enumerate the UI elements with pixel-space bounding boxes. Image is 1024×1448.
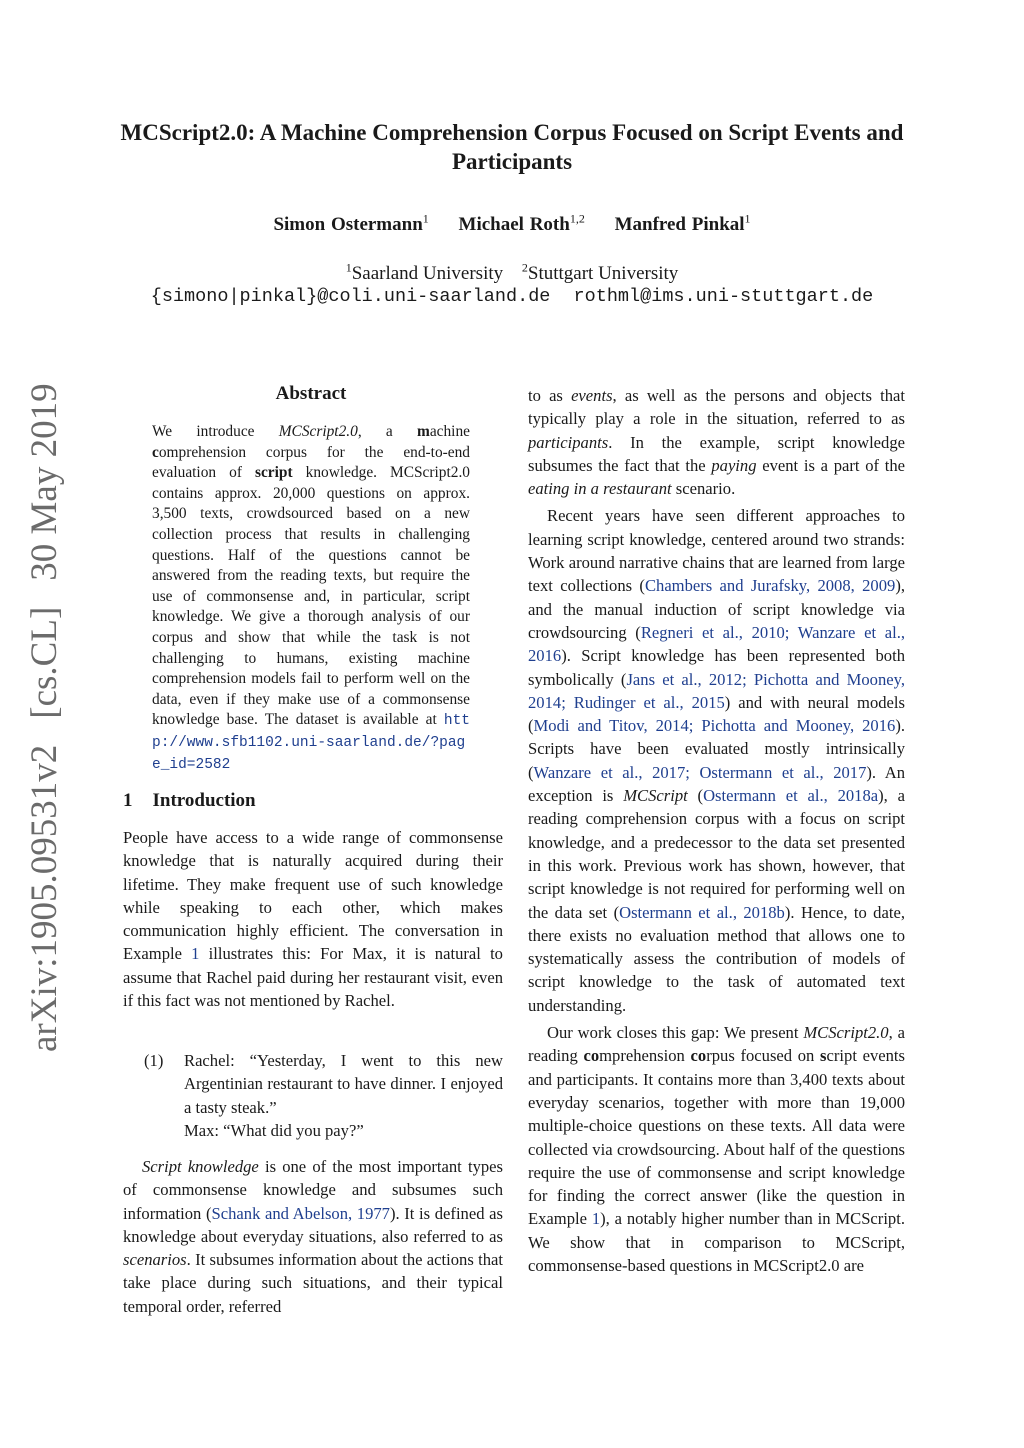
citation-link[interactable]: Jans et al., 2012; Pichotta and Mooney, 2014; Rudinger et al., 2015: [528, 669, 905, 712]
affiliation: $^2$Stuttgart University: [521, 261, 679, 285]
emphasis: paying: [711, 455, 757, 475]
email[interactable]: {simono|pinkal}@coli.uni-saarland.de: [150, 286, 551, 307]
citation-link[interactable]: Chambers and Jurafsky, 2008, 2009: [644, 576, 896, 596]
paragraph: Recent years have seen different approaches to learning script knowledge, centered around two strands: Work around narrative chains that are learned from large text collections (Chambers and Jurafsky, 2008, 2009), and the manual induction of script knowledge via crowdsourcing (Regneri et al., 2010; Wanzare et al., 2016). Script knowledge has been represented both symbolically (Jans et al., 2012; Pichotta and Mooney, 2014; Rudinger et al., 2015) and with neural models (Modi and Titov, 2014; Pichotta and Mooney, 2016). Scripts have been evaluated mostly intrinsically (Wanzare et al., 2017; Ostermann et al., 2017). An exception is MCScript (Ostermann et al., 2018a), a reading comprehension corpus with a focus on script knowledge, and a predecessor to the data set presented in this work. Previous work has shown, however, that script knowledge is not required for performing well on the data set (Ostermann et al., 2018b). Hence, to date, there exists no evaluation method that allows one to systematically assess the contribution of models of script knowledge to the task of automated text understanding.: [528, 506, 906, 1015]
citation-link[interactable]: Modi and Titov, 2014; Pichotta and Mooney, 2016: [533, 716, 896, 736]
acronym-letter: m: [417, 423, 430, 440]
citation-link[interactable]: Schank and Abelson, 1977: [211, 1203, 390, 1223]
citation-link[interactable]: Ostermann et al., 2018b: [619, 902, 785, 922]
author: Simon Ostermann$^1$: [273, 212, 429, 236]
citation-link[interactable]: Ostermann et al., 2018a: [703, 786, 879, 806]
emphasis: Script knowledge: [142, 1157, 259, 1176]
emphasis: MCScript: [623, 786, 688, 806]
emphasis: MCScript2.0: [278, 423, 358, 440]
email[interactable]: rothml@ims.uni-stuttgart.de: [573, 286, 874, 307]
affiliation-list: [100, 261, 924, 285]
paragraph: to as events, as well as the persons and objects that typically play a role in the situation, referred to as participants. In the example, script knowledge subsumes the fact that the paying event is a part of the eating in a restaurant scenario.: [528, 386, 905, 499]
paragraph: People have access to a wide range of commonsense knowledge that is naturally acquired during their lifetime. They make frequent use of such knowledge while speaking to each other, which makes communication highly efficient. The conversation in Example 1 illustrates this: For Max, it is natural to assume that Rachel paid during her restaurant visit, even if this fact was not mentioned by Rachel.: [123, 828, 503, 1011]
example-number: (1): [144, 1051, 164, 1070]
emphasis: participants: [528, 432, 609, 452]
example-line: Max: “What did you pay?”: [184, 1120, 364, 1140]
emphasis: events: [571, 386, 613, 405]
paper-title: MCScript2.0: A Machine Comprehension Corpus Focused on Script Events and Participants: [120, 120, 904, 174]
author: Michael Roth$^{1,2}$: [458, 212, 585, 236]
citation-link[interactable]: Wanzare et al., 2017; Ostermann et al., 2017: [533, 762, 867, 782]
acronym-letter: c: [152, 443, 159, 461]
section-title: Introduction: [152, 790, 256, 811]
paragraph: Our work closes this gap: We present MCScript2.0, a reading comprehension corpus focused on script events and participants. It contains more than 3,400 texts about everyday scenarios, together with more than 19,000 multiple-choice questions on these texts. All data were collected via crowdsourcing. About half of the questions require the use of commonsense and script knowledge for finding the correct answer (like the question in Example 1), a notably higher number than in MCScript. We show that in comparison to MCScript, commonsense-based questions in MCScript2.0 are: [528, 1023, 906, 1275]
abstract-body: We introduce MCScript2.0, a machine comprehension corpus for the end-to-end evaluation of script knowledge. MCScript2.0 contains approx. 20,000 questions on approx. 3,500 texts, crowdsourced based on a new collection process that results in challenging questions. Half of the questions cannot be answered from the reading texts, but require the use of commonsense and, in particular, script knowledge. We give a thorough analysis of our corpus and show that while the task is not challenging to humans, existing machine comprehension models fail to perform well on the data, even if they make use of a commonsense knowledge base. The dataset is available at http://www.sfb1102.uni-saarland.de/?page_id=2582: [152, 423, 470, 773]
abstract-heading: Abstract: [275, 383, 347, 404]
paragraph: Script knowledge is one of the most important types of commonsense knowledge and subsumes such information (Schank and Abelson, 1977). It is defined as knowledge about everyday situations, also referred to as scenarios. It subsumes information about the actions that take place during such situations, and their typical temporal order, referred: [123, 1157, 503, 1316]
citation-link[interactable]: Regneri et al., 2010; Wanzare et al., 2016: [528, 622, 906, 666]
emphasis: scenarios: [123, 1250, 187, 1270]
affiliation: $^1$Saarland University: [345, 261, 504, 285]
example-dialogue: [123, 1049, 503, 1142]
citation-link[interactable]: 1: [191, 944, 200, 964]
intro-column-right: [528, 384, 905, 1277]
email-list: [100, 286, 924, 307]
section-number: 1: [123, 790, 133, 811]
arxiv-identifier: [20, 383, 70, 1052]
arxiv-date: 30 May 2019: [24, 383, 65, 581]
example-line: Rachel: “Yesterday, I went to this new Argentinian restaurant to have dinner. I enjoyed a tasty steak.”: [184, 1051, 503, 1117]
section-heading: [123, 790, 503, 812]
intro-column-left: [123, 826, 503, 1012]
acronym-letter: co: [690, 1046, 707, 1066]
emphasis: MCScript2.0: [803, 1023, 889, 1043]
arxiv-category: [cs.CL]: [24, 606, 65, 719]
acronym-letter: co: [583, 1046, 600, 1066]
dataset-link[interactable]: http://www.sfb1102.uni-saarland.de/?page_id=2582: [152, 713, 470, 773]
citation-link[interactable]: 1: [591, 1209, 601, 1229]
author-list: [100, 212, 924, 236]
acronym-letter: s: [820, 1046, 827, 1066]
emphasis: eating in a restaurant: [528, 479, 672, 499]
acronym-letter: script: [254, 464, 293, 482]
arxiv-id[interactable]: arXiv:1905.09531v2: [24, 744, 65, 1052]
author: Manfred Pinkal$^1$: [614, 212, 751, 236]
intro-column-left-continued: [123, 1155, 503, 1318]
